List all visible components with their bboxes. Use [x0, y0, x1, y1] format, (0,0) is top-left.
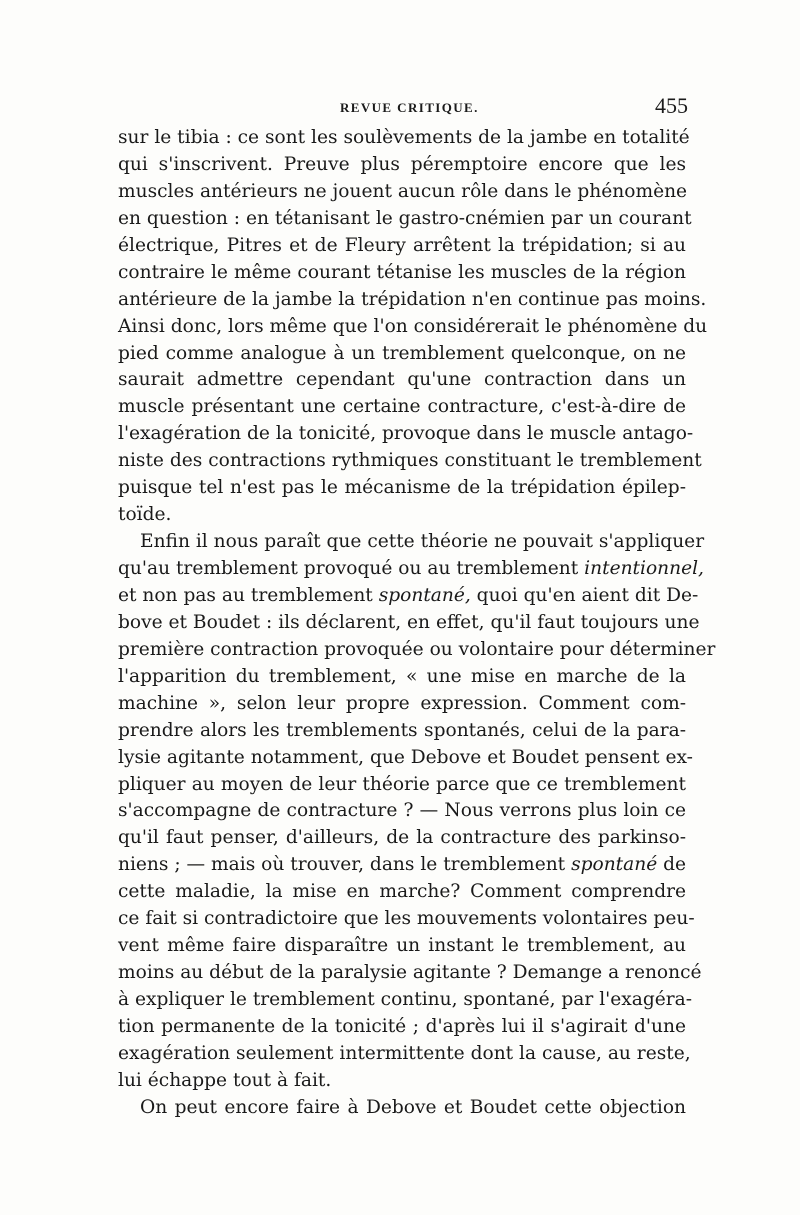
italic-term: spontané — [571, 854, 658, 876]
text-line: s'accompagne de contracture ? — Nous verrons plus loin ce — [118, 800, 686, 822]
text-line — [118, 852, 686, 879]
text-line: vent même faire disparaître un instant le tremblement, au — [118, 935, 686, 957]
text-line: prendre alors les tremblements spontanés, celui de la para- — [118, 719, 686, 741]
text-line: exagération seulement intermittente dont la cause, au reste, — [118, 1042, 691, 1064]
text-line: ce fait si contradictoire que les mouvements volontaires peu- — [118, 908, 695, 930]
text-segment: quoi qu'en aient dit De- — [470, 584, 699, 606]
text-line: l'exagération de la tonicité, provoque dans le muscle antago- — [118, 423, 694, 445]
text-line: muscle présentant une certaine contracture, c'est-à-dire de — [118, 396, 686, 418]
text-line — [118, 556, 704, 583]
text-segment: niens ; — mais où trouver, dans le tremblement — [118, 854, 572, 876]
text-line: à expliquer le tremblement continu, spontané, par l'exagéra- — [118, 989, 692, 1010]
text-line: antérieure de la jambe la trépidation n'en continue pas moins. — [118, 288, 707, 310]
text-line: pied comme analogue à un tremblement quelconque, on ne — [118, 342, 686, 364]
italic-term: spontané, — [378, 584, 471, 606]
text-line: moins au début de la paralysie agitante ? Demange a renoncé — [118, 962, 702, 984]
text-line: électrique, Pitres et de Fleury arrêtent la trépidation; si au — [118, 234, 686, 256]
running-title: REVUE CRITIQUE. — [340, 100, 479, 115]
text-line: bove et Boudet : ils déclarent, en effet, qu'il faut toujours une — [118, 611, 700, 633]
text-line: sur le tibia : ce sont les soulèvements de la jambe en totalité — [118, 127, 690, 148]
text-line: qui s'inscrivent. Preuve plus péremptoire encore que les — [118, 153, 686, 175]
text-line: en question : en tétanisant le gastro-cnémien par un courant — [118, 207, 692, 229]
text-line: tion permanente de la tonicité ; d'après lui il s'agirait d'une — [118, 1015, 686, 1037]
paragraph-end-line: lui échappe tout à fait. — [118, 1069, 332, 1091]
text-line: l'apparition du tremblement, « une mise en marche de la — [118, 665, 686, 687]
page-number: 455 — [655, 93, 688, 118]
text-line: pliquer au moyen de leur théorie parce que ce tremblement — [118, 773, 686, 795]
text-line: saurait admettre cependant qu'une contraction dans un — [118, 369, 686, 391]
text-line: qu'il faut penser, d'ailleurs, de la contracture des parkinso- — [118, 827, 686, 849]
text-line: première contraction provoquée ou volontaire pour déterminer — [118, 638, 716, 660]
text-segment: de — [657, 854, 687, 876]
text-segment: et non pas au tremblement — [118, 584, 379, 606]
paragraph-end-line: toïde. — [118, 504, 172, 526]
text-segment: qu'au tremblement provoqué ou au tremblement — [118, 558, 585, 579]
text-line: lysie agitante notamment, que Debove et Boudet pensent ex- — [118, 746, 693, 768]
page-header — [118, 93, 688, 121]
italic-term: intentionnel, — [584, 558, 704, 579]
paragraph-start-line: On peut encore faire à Debove et Boudet cette objection — [140, 1096, 686, 1118]
text-line: cette maladie, la mise en marche? Comment comprendre — [118, 881, 686, 903]
body-text — [118, 125, 716, 1122]
text-line: niste des contractions rythmiques constituant le tremblement — [118, 450, 702, 472]
paragraph-start-line: Enfin il nous paraît que cette théorie ne pouvait s'appliquer — [140, 531, 705, 553]
text-line: puisque tel n'est pas le mécanisme de la trépidation épilep- — [118, 477, 686, 499]
text-line: contraire le même courant tétanise les muscles de la région — [118, 261, 686, 283]
text-line — [118, 583, 699, 610]
text-line: machine », selon leur propre expression. Comment com- — [118, 692, 686, 714]
text-line: muscles antérieurs ne jouent aucun rôle dans le phénomène — [118, 180, 688, 202]
text-line: Ainsi donc, lors même que l'on considérerait le phénomène du — [118, 315, 708, 337]
